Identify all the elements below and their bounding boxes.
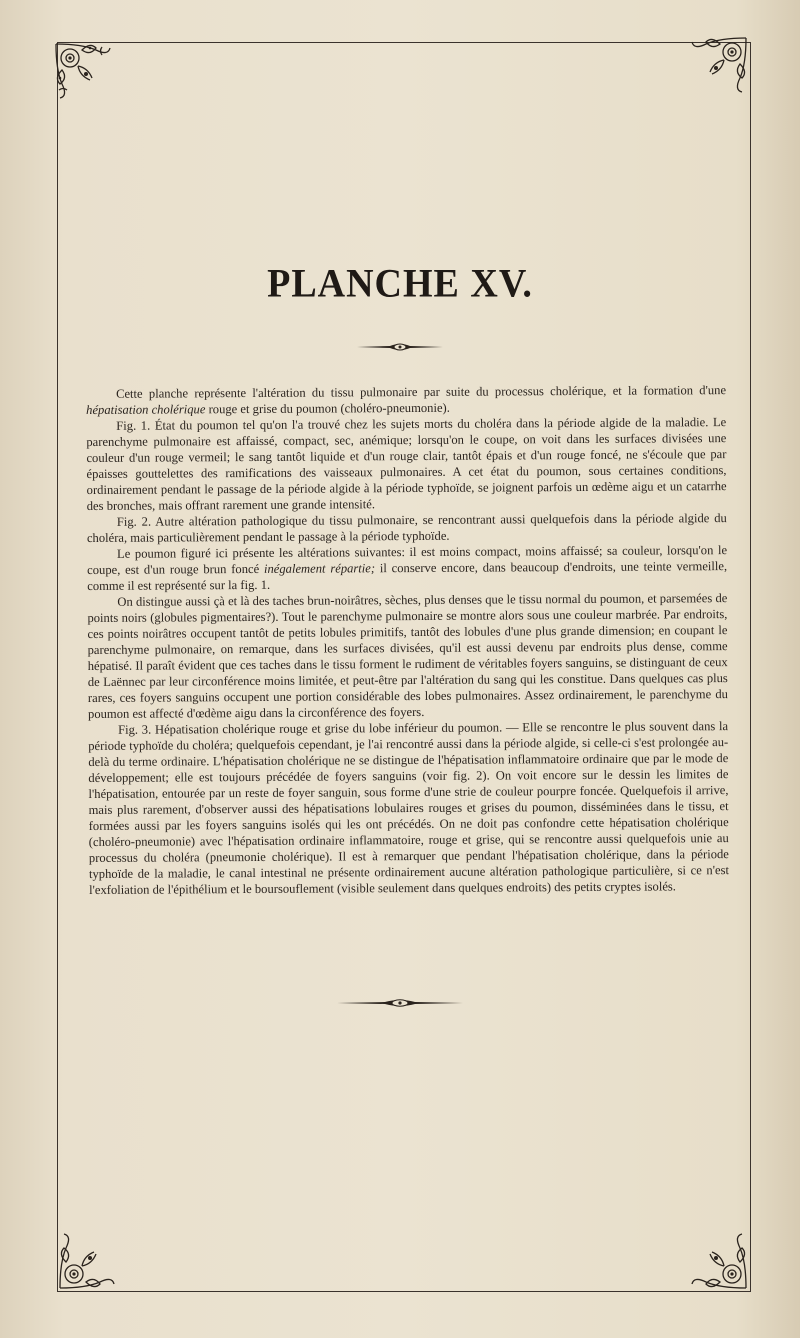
- fig1-paragraph: Fig. 1. État du poumon tel qu'on l'a trouvé chez les sujets morts du choléra dans la période algide de la maladie. Le parenchyme pulmonaire est affaissé, compact, sec, anémique; lorsqu'on le coupe, on voit dans les surfaces divisées une couleur d'un rouge vermeil; le sang tantôt liquide et d'un rouge clair, tantôt épais et d'un rouge foncé, ne s'écoule que par épaisses gouttelettes des ramifications des vaisseaux pulmonaires. A cet état du poumon, sous certaines conditions, ordinairement pendant le passage de la période algide à la période typhoïde, se joignent parfois un œdème aigu et un catarrhe des bronches, mais offrant rarement une grande intensité.: [86, 415, 727, 513]
- intro-text-end: rouge et grise du poumon (choléro-pneumonie).: [205, 400, 450, 417]
- poumon-italic-term: inégalement répartie;: [263, 561, 376, 576]
- title-ornament-rule-icon: [0, 340, 800, 358]
- poumon-text: Le poumon figuré ici présente les altérations suivantes: il est moins compact, moins affaissé; sa couleur, lorsqu'on le coupe, est d'un rouge brun foncé: [87, 543, 728, 577]
- intro-italic-term: hépatisation cholérique: [86, 402, 206, 417]
- corner-ornament-bottom-right-icon: [690, 1232, 750, 1292]
- corner-ornament-bottom-left-icon: [56, 1232, 116, 1292]
- poumon-paragraph: [87, 542, 727, 594]
- fig3-paragraph: Fig. 3. Hépatisation cholérique rouge et grise du lobe inférieur du poumon. — Elle se rencontre le plus souvent dans la période typhoïde du choléra; quelquefois cependant, je l'ai rencontré aussi dans la période algide, si celle-ci s'est prolongée au-delà du terme ordinaire. L'hépatisation cholérique ne se distingue de l'hépatisation inflammatoire ordinaire que par le mode de développement; elle est toujours précédée de foyers sanguins (voir fig. 2). On voit encore sur le dessin les limites de l'hépatisation, entourée par un reste de foyer sanguin, sous forme d'une strie de couleur pourpre foncée. Quelquefois il arrive, mais plus rarement, d'observer aussi des hépatisations lobulaires rouges et grises du poumon, disséminées dans le tissu, et formées aussi par les foyers sanguins isolés qui les ont précédés. On ne doit pas confondre cette hépatisation cholérique (choléro-pneumonie) avec l'hépatisation ordinaire inflammatoire, rouge et grise, qui se rencontre aussi quelquefois unie au processus du choléra (pneumonie cholérique). Il est à remarquer que pendant l'hépatisation cholérique, dans la période typhoïde de la maladie, le canal intestinal ne présente ordinairement aucune altération pathologique particulière, si ce n'est l'exfoliation de l'épithélium et le boursouflement (visible seulement dans quelques endroits) des petits cryptes isolés.: [88, 719, 730, 897]
- corner-ornament-top-left-icon: [52, 40, 112, 100]
- poumon-text-end: il conserve encore, dans beaucoup d'endroits, une teinte vermeille, comme il est représenté sur la fig. 1.: [87, 559, 728, 593]
- page-title: PLANCHE XV.: [267, 261, 533, 307]
- closing-ornament-rule-icon: [0, 996, 800, 1014]
- intro-text: Cette planche représente l'altération du tissu pulmonaire par suite du processus cholérique, et la formation d'une: [116, 383, 727, 401]
- corner-ornament-top-right-icon: [690, 34, 750, 94]
- distingue-paragraph: On distingue aussi çà et là des taches brun-noirâtres, sèches, plus denses que le tissu normal du poumon, et parsemées de points noirs (globules pigmentaires?). Tout le parenchyme pulmonaire se montre alors sous une couleur marbrée. Par endroits, ces points noirâtres occupent tantôt de petits lobules primitifs, tantôt des lobules d'une plus grande dimension; en coupant le parenchyme pulmonaire, on remarque, dans les surfaces divisées, qu'il est aussi devenu par endroits plus dense, comme hépatisé. Il paraît évident que ces taches dans le tissu forment le rudiment de véritables foyers sanguins, se distinguant de ceux de Laënnec par leur circonférence moins limitée, et peut-être par l'altération du sang qui les constitue. Dans quelques cas plus rares, ces foyers sanguins occupent une portion considérable des lobes pulmonaires. Assez ordinairement, le parenchyme du poumon est affecté d'œdème aigu dans la circonférence des foyers.: [87, 591, 728, 721]
- intro-paragraph: [86, 382, 726, 418]
- body-text: [86, 382, 729, 898]
- fig2-paragraph: Fig. 2. Autre altération pathologique du tissu pulmonaire, se rencontrant aussi quelquefois dans la période algide du choléra, mais particulièrement pendant le passage à la période typhoïde.: [86, 511, 727, 545]
